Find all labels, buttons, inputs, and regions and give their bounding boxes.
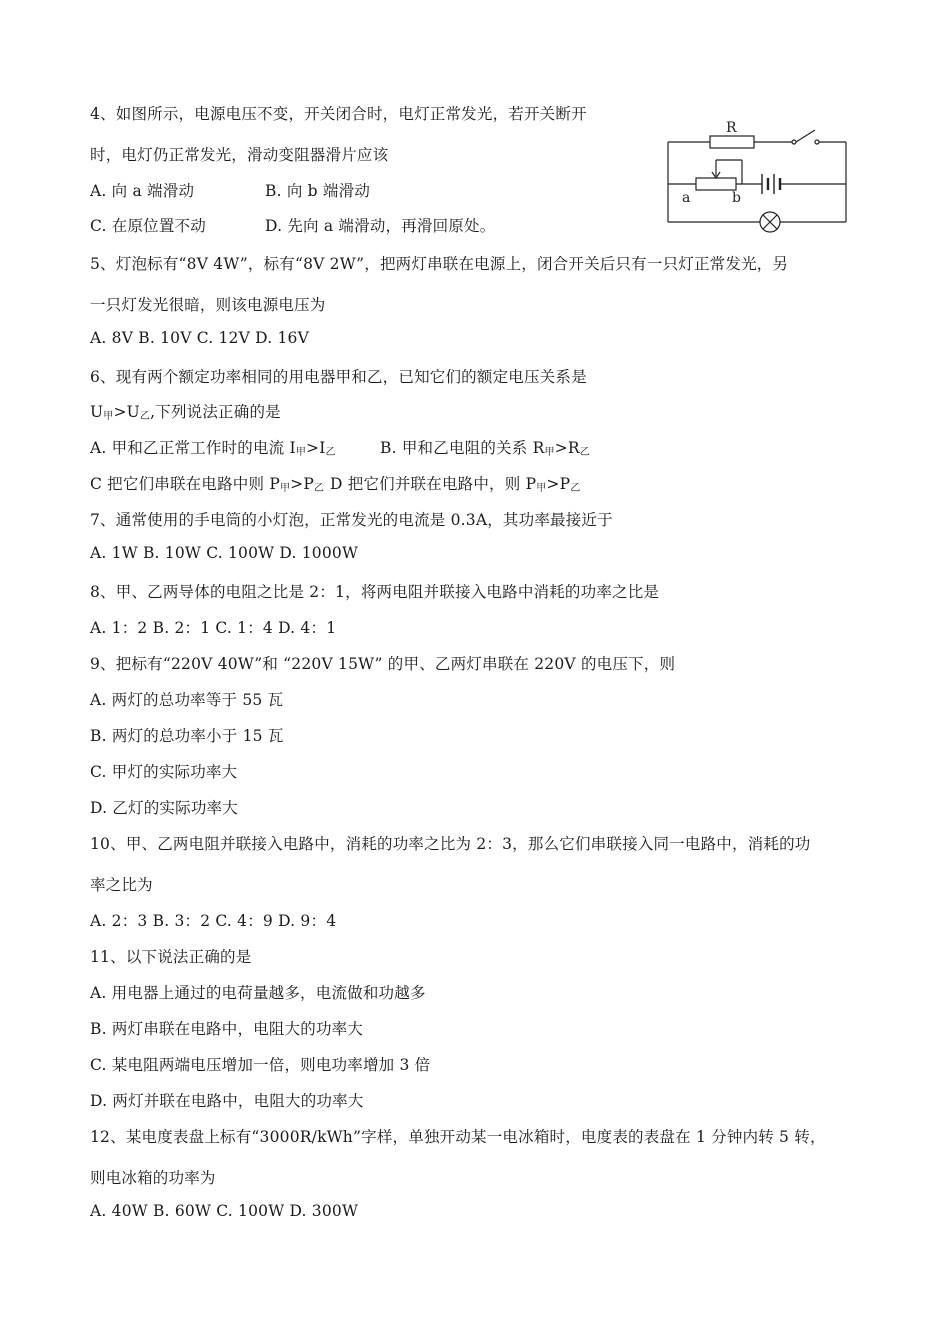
- q12-options: A. 40W B. 60W C. 100W D. 300W: [90, 1202, 359, 1220]
- q5-stem-line2: 一只灯发光很暗，则该电源电压为: [90, 296, 326, 314]
- q4-stem-line2: 时，电灯仍正常发光，滑动变阻器滑片应该: [90, 146, 389, 164]
- q11-option-a: A. 用电器上通过的电荷量越多，电流做和功越多: [90, 984, 426, 1002]
- q6-option-d: D 把它们并联在电路中，则 $P_甲>P_乙$: [330, 475, 581, 494]
- q11-option-d: D. 两灯并联在电路中，电阻大的功率大: [90, 1092, 364, 1110]
- q11-stem: 11、以下说法正确的是: [90, 948, 252, 966]
- q6-option-b: B. 甲和乙电阻的关系 $R_甲>R_乙$: [380, 439, 590, 458]
- switch: [796, 130, 815, 142]
- q11-option-b: B. 两灯串联在电路中，电阻大的功率大: [90, 1020, 364, 1038]
- q12-stem-line2: 则电冰箱的功率为: [90, 1169, 216, 1187]
- q10-stem-line1: 10、甲、乙两电阻并联接入电路中，消耗的功率之比为 2：3，那么它们串联接入同一电路中，消耗的功: [90, 835, 811, 853]
- q4-option-d: D. 先向 a 端滑动，再滑回原处。: [265, 217, 496, 235]
- q9-option-a: A. 两灯的总功率等于 55 瓦: [90, 691, 284, 709]
- q8-options: A. 1：2 B. 2：1 C. 1：4 D. 4：1: [90, 619, 337, 637]
- q4-option-c: C. 在原位置不动: [90, 217, 206, 235]
- circuit-diagram: [660, 112, 850, 234]
- q9-option-d: D. 乙灯的实际功率大: [90, 799, 238, 817]
- label-b: b: [732, 190, 741, 206]
- q4-option-b: B. 向 b 端滑动: [265, 182, 371, 200]
- q9-option-b: B. 两灯的总功率小于 15 瓦: [90, 727, 284, 745]
- q11-option-c: C. 某电阻两端电压增加一倍，则电功率增加 3 倍: [90, 1056, 431, 1074]
- q10-stem-line2: 率之比为: [90, 876, 153, 894]
- q5-stem-line1: 5、灯泡标有“8V 4W”，标有“8V 2W”，把两灯串联在电源上，闭合开关后只有一只灯正常发光，另: [90, 255, 789, 273]
- q6-option-a: A. 甲和乙正常工作时的电流 $I_甲>I_乙$: [90, 439, 336, 458]
- q6-stem-line2: $U_甲>U_乙$,下列说法正确的是: [90, 403, 281, 422]
- label-r: R: [726, 120, 737, 136]
- q9-stem: 9、把标有“220V 40W”和 “220V 15W” 的甲、乙两灯串联在 220V 的电压下，则: [90, 655, 676, 673]
- q8-stem: 8、甲、乙两导体的电阻之比是 2：1，将两电阻并联接入电路中消耗的功率之比是: [90, 583, 660, 601]
- q4-stem-line1: 4、如图所示，电源电压不变，开关闭合时，电灯正常发光，若开关断开: [90, 105, 587, 123]
- q7-options: A. 1W B. 10W C. 100W D. 1000W: [90, 544, 359, 562]
- q4-option-a: A. 向 a 端滑动: [90, 182, 195, 200]
- q7-stem: 7、通常使用的手电筒的小灯泡，正常发光的电流是 0.3A，其功率最接近于: [90, 511, 613, 529]
- q9-option-c: C. 甲灯的实际功率大: [90, 763, 238, 781]
- resistor-r: [710, 136, 754, 148]
- q5-options: A. 8V B. 10V C. 12V D. 16V: [90, 329, 309, 347]
- q12-stem-line1: 12、某电度表盘上标有“3000R/kWh”字样，单独开动某一电冰箱时，电度表的表盘在 1 分钟内转 5 转，: [90, 1128, 826, 1146]
- label-a: a: [682, 190, 691, 206]
- q10-options: A. 2：3 B. 3：2 C. 4：9 D. 9：4: [90, 912, 337, 930]
- rheostat: [696, 178, 736, 190]
- q6-option-c: C 把它们串联在电路中则 $P_甲>P_乙$: [90, 475, 325, 494]
- q6-stem-line1: 6、现有两个额定功率相同的用电器甲和乙，已知它们的额定电压关系是: [90, 368, 587, 386]
